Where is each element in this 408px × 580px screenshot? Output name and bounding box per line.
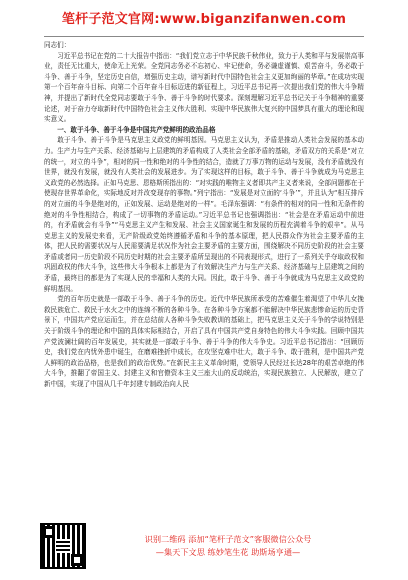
section-heading: 一、敢于斗争、善于斗争是中国共产党鲜明的政治品格 [57, 125, 216, 134]
section-paragraph: 敢于斗争、善于斗争是马克思主义政党的鲜明基因。马克思主义认为，矛盾是推动人类社会发展的基本动力。生产力与生产关系、经济基础与上层建筑的矛盾构成了人类社会全部矛盾的基础，矛盾双方的关系是“对立的统一，对立的斗争”，相对的同一性和绝对的斗争性的结合，造就了万事万物的运动与发展，没有矛盾就没有世界，就没有发展，就没有人类社会的发展进步。为了实现这样的目标，敢于斗争、善于斗争就成为马克思主义政党的必然选择。正如马克思、恩格斯所指出的：“对实践的唯物主义者即共产主义者来说，全部问题都在于使现存世界革命化，实际地反对并改变现存的事物。”列宁指出：“发展是对立面的‘斗争’”，并且认为“相互排斥的对立面的斗争是绝对的，正如发展、运动是绝对的一样”。毛泽东强调：“有条件的相对的同一性和无条件的绝对的斗争性相结合，构成了一切事物的矛盾运动。”习近平总书记也强调指出：“社会是在矛盾运动中前进的，有矛盾就会有斗争”“马克思主义产生和发展、社会主义国家诞生和发展的历程充满着斗争的艰辛”。从马克思主义的发展史来看，无产阶级政党始终遵循矛盾和斗争的基本原理，把人民群众作为社会主要矛盾的主体，把人民的需要状况与人民需要满足状况作为社会主要矛盾的主要方面，围绕解决不同历史阶段的社会主要矛盾或者同一历史阶段不同历史时期的社会主要矛盾所呈现出的不同表现形式，进行了一系列关乎夺取政权和巩固政权的伟大斗争，这些伟大斗争根本上都是为了有效解决生产力与生产关系、经济基础与上层建筑之间的矛盾，最终目的都是为了实现人民的幸福和人类的大同。因此，敢于斗争、善于斗争就成为马克思主义政党的鲜明基因。 [44, 136, 364, 293]
footer-text [86, 533, 370, 559]
header-divider [44, 36, 364, 37]
greeting: 同志们： [44, 41, 71, 49]
footer [40, 520, 370, 572]
intro-paragraph: 习近平总书记在党的二十大报告中指出：“我们党立志于中华民族千秋伟业，致力于人类和平与发展崇高事业，责任无比重大，使命无上光荣。全党同志务必不忘初心、牢记使命，务必谦虚谨慎、艰苦奋斗，务必敢于斗争、善于斗争，坚定历史自信，增强历史主动，谱写新时代中国特色社会主义更加绚丽的华章。”在成功实现第一个百年奋斗目标、向第二个百年奋斗目标迈进的新征程上，习近平总书记再一次提出我们党的伟大斗争精神，并提出了新时代全党同志要敢于斗争、善于斗争的时代要求。深刻理解习近平总书记关于斗争精神的重要论述，对于奋力夺取新时代中国特色社会主义伟大胜利、实现中华民族伟大复兴的中国梦具有重大的理论和现实意义。 [44, 51, 364, 124]
site-banner-text: 笔杆子范文官网:www.biganzifanwen.com [61, 11, 347, 27]
qr-code-icon[interactable] [40, 523, 86, 569]
document-body [44, 40, 364, 390]
header-banner [0, 0, 408, 34]
footer-line-2: —集天下文思 练妙笔生花 助斯场亨通— [155, 547, 301, 557]
footer-line-1: 识别二维码 添加“笔杆子范文”客服微信公众号 [144, 534, 312, 544]
section-paragraph: 党的百年历史就是一部敢于斗争、善于斗争的历史。近代中华民族所承受的苦难催生着渴望了中华儿女挽救民族危亡、救民于水火之中的连绵不断的各种斗争。在各种斗争方案都不能解决中华民族悲惨命运的历史背景下，中国共产党应运而生，并在总结前人各种斗争失败教训的基础上，把马克思主义关于斗争的学说特别是关于阶级斗争的理论和中国的具体实际相结合，开启了具有中国共产党自身特色的伟大斗争实践。回顾中国共产党波澜壮阔的百年发展史，其实就是一部敢于斗争、善于斗争的伟大斗争史。习近平总书记指出：“回顾历史，我们党在内忧外患中诞生，在磨难挫折中成长，在攻坚克难中壮大，敢于斗争、敢于胜利，是中国共产党人鲜明的政治品格，也是我们的政治优势。”在新民主主义革命时期，党领导人民经过长达28年的艰苦卓绝的伟大斗争，推翻了帝国主义、封建主义和官僚资本主义三座大山的反动统治，实现民族独立、人民解放，建立了新中国，实现了中国从几千年封建专制政治向人民 [44, 295, 364, 388]
